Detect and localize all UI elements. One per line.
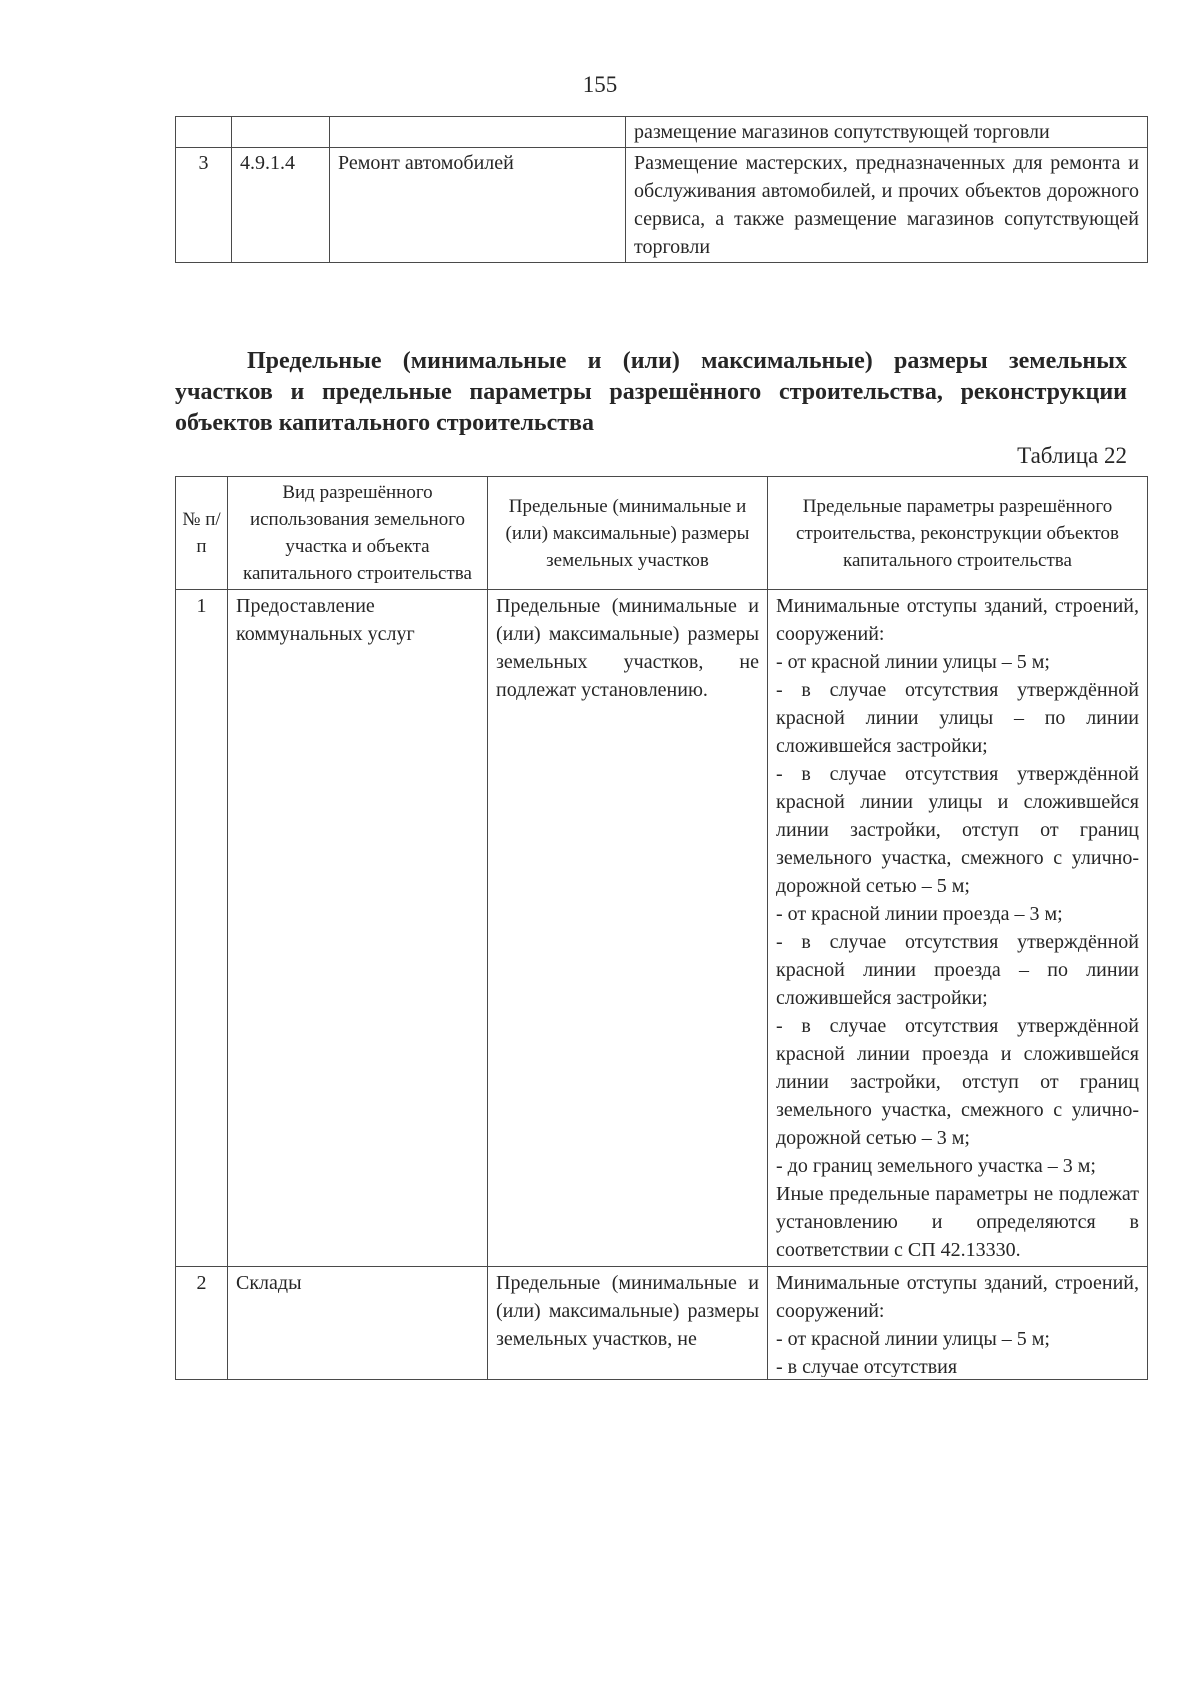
plot-sizes-text: Предельные (минимальные и (или) максимальные) размеры земельных участков, не xyxy=(496,1272,759,1350)
table-row xyxy=(176,117,1148,148)
row-number xyxy=(176,117,232,148)
row-number: 2 xyxy=(176,1267,228,1380)
building-params xyxy=(768,590,1148,1267)
header-use-type: Вид разрешённого использования земельного участка и объекта капитального строительства xyxy=(228,477,488,590)
param-line: - от красной линии улицы – 5 м; xyxy=(776,1328,1050,1350)
section-heading: Предельные (минимальные и (или) максимальные) размеры земельных участков и предельные параметры разрешённого строительства, реконструкции объектов капитального строительства xyxy=(175,348,1127,436)
table-label: Таблица 22 xyxy=(1017,443,1127,468)
param-line: - до границ земельного участка – 3 м; xyxy=(776,1155,1096,1177)
param-line: Минимальные отступы зданий, строений, сооружений: xyxy=(776,595,1139,645)
table-row xyxy=(176,1267,1148,1380)
header-building-params: Предельные параметры разрешённого строительства, реконструкции объектов капитального строительства xyxy=(768,477,1148,590)
use-description: размещение магазинов сопутствующей торговли xyxy=(626,117,1148,148)
param-line: - от красной линии проезда – 3 м; xyxy=(776,903,1063,925)
use-code xyxy=(232,117,330,148)
param-line: Иные предельные параметры не подлежат установлению и определяются в соответствии с СП 42.13330. xyxy=(776,1183,1139,1261)
use-name xyxy=(330,117,626,148)
param-line: - в случае отсутствия утверждённой красной линии проезда – по линии сложившейся застройки; xyxy=(776,931,1139,1009)
param-line: - в случае отсутствия утверждённой красной линии улицы – по линии сложившейся застройки; xyxy=(776,679,1139,757)
header-plot-sizes: Предельные (минимальные и (или) максимальные) размеры земельных участков xyxy=(488,477,768,590)
table-row xyxy=(176,590,1148,1267)
param-line: - в случае отсутствия утверждённой красной линии улицы и сложившейся линии застройки, отступ от границ земельного участка, смежного с улично-дорожной сетью – 5 м; xyxy=(776,763,1139,897)
use-code: 4.9.1.4 xyxy=(232,148,330,263)
row-number: 3 xyxy=(176,148,232,263)
parameters-table xyxy=(175,476,1148,1380)
use-name: Ремонт автомобилей xyxy=(330,148,626,263)
table-row xyxy=(176,148,1148,263)
param-line: - в случае отсутствия утверждённой красной линии проезда и сложившейся линии застройки, отступ от границ земельного участка, смежного с улично-дорожной сетью – 3 м; xyxy=(776,1015,1139,1149)
header-number: № п/п xyxy=(176,477,228,590)
building-params xyxy=(768,1267,1148,1380)
use-description: Размещение мастерских, предназначенных для ремонта и обслуживания автомобилей, и прочих объектов дорожного сервиса, а также размещение магазинов сопутствующей торговли xyxy=(626,148,1148,263)
row-number: 1 xyxy=(176,590,228,1267)
table-header-row xyxy=(176,477,1148,590)
param-line: - в случае отсутствия xyxy=(776,1356,958,1377)
plot-sizes xyxy=(488,1267,768,1380)
building-params-clip xyxy=(776,1269,1139,1377)
use-type: Предоставление коммунальных услуг xyxy=(228,590,488,1267)
use-type: Склады xyxy=(228,1267,488,1380)
continued-table xyxy=(175,116,1148,263)
param-line: - от красной линии улицы – 5 м; xyxy=(776,651,1050,673)
page-number: 155 xyxy=(582,72,618,97)
param-line: Минимальные отступы зданий, строений, сооружений: xyxy=(776,1272,1139,1322)
plot-sizes: Предельные (минимальные и (или) максимальные) размеры земельных участков, не подлежат установлению. xyxy=(488,590,768,1267)
